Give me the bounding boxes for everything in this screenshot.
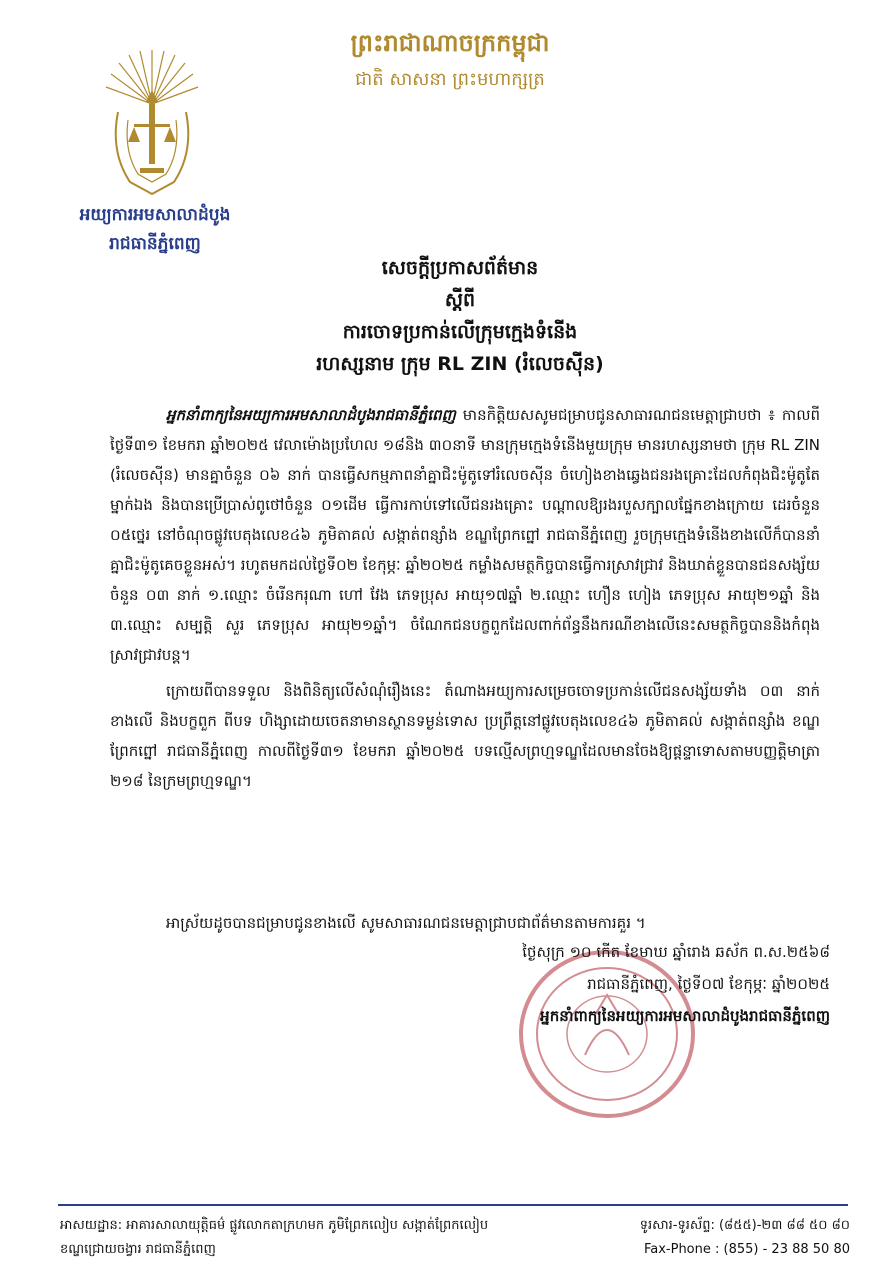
document-body xyxy=(110,400,820,802)
office-name-line2: រាជធានីភ្នំពេញ xyxy=(109,234,201,254)
document-title-block xyxy=(250,252,670,380)
date-and-signature xyxy=(390,936,830,1032)
place-and-date: រាជធានីភ្នំពេញ, ថ្ងៃទី០៧ ខែកុម្ភៈ ឆ្នាំ២០២៥ xyxy=(587,975,830,993)
kingdom-motto xyxy=(300,28,600,94)
title-about: ស្តីពី xyxy=(444,289,476,311)
address-line-2: ខណ្ឌជ្រោយចង្វារ រាជធានីភ្នំពេញ xyxy=(60,1242,216,1257)
spokesperson-lead: អ្នកនាំពាក្យនៃអយ្យការអមសាលាដំបូងរាជធានីភ្នំពេញ xyxy=(166,406,456,424)
paragraph-1 xyxy=(110,400,820,670)
paragraph-1-text: មានកិត្តិយសសូមជម្រាបជូនសាធារណជនមេត្តាជ្រាបថា ៖ កាលពីថ្ងៃទី៣១ ខែមករា ឆ្នាំ២០២៥ វេលាម៉ោងប្រហែល ១៨និង ៣០នាទី មានក្រុមក្មេងទំនើងមួយក្រុម មានរហស្សនាមថា ក្រុម RL ZIN (រំលេចស៊ីន) មានគ្នាចំនួន ០៦ នាក់ បានធ្វើសកម្មភាពនាំគ្នាជិះម៉ូតូទៅរំលេចស៊ីន ចំហៀងខាងឆ្វេងជនរងគ្រោះដែលកំពុងជិះម៉ូតូតែម្នាក់ឯង និងបានប្រើប្រាស់ពូថៅចំនួន ០១ដើម ធ្វើការកាប់ទៅលើជនរងគ្រោះ បណ្តាលឱ្យរងរបួសក្បាលផ្នែកខាងក្រោយ ដេរចំនួន ០៥ថ្នេរ នៅចំណុចផ្លូវបេតុងលេខ៤៦ ភូមិតាគល់ សង្កាត់ពន្សាំង ខណ្ឌព្រែកព្នៅ រាជធានីភ្នំពេញ រួចក្រុមក្មេងទំនើងខាងលើក៏បាននាំគ្នាជិះម៉ូតូគេចខ្លួនអស់។ រហូតមកដល់ថ្ងៃទី០២ ខែកុម្ភៈ ឆ្នាំ២០២៥ កម្លាំងសមត្ថកិច្ចបានធ្វើការស្រាវជ្រាវ និងឃាត់ខ្លួនបានជនសង្ស័យចំនួន ០៣ នាក់ ១.ឈ្មោះ ចំរើនករុណា ហៅ វែង ភេទប្រុស អាយុ១៧ឆ្នាំ ២.ឈ្មោះ ហឿន ហៀង ភេទប្រុស អាយុ២១ឆ្នាំ និង ៣.ឈ្មោះ សម្បត្តិ សួរ ភេទប្រុស អាយុ២១ឆ្នាំ។ ចំណែកជនបក្ខពួកដែលពាក់ព័ន្ធនឹងករណីខាងលើនេះសមត្ថកិច្ចបាននិងកំពុងស្រាវជ្រាវបន្ត។ xyxy=(110,406,820,664)
address-line-1: អាសយដ្ឋាន: អាគារសាលាយុត្តិធម៌ ផ្លូវលោកតាក្រហមក ភូមិព្រែកលៀប សង្កាត់ព្រែកលៀប xyxy=(60,1218,489,1233)
signatory-title: អ្នកនាំពាក្យនៃអយ្យការអមសាលាដំបូងរាជធានីភ្នំពេញ xyxy=(540,1007,830,1025)
title-group-name: រហស្សនាម ក្រុម RL ZIN (រំលេចស៊ីន) xyxy=(316,353,604,375)
document-title: សេចក្តីប្រកាសព័ត៌មាន xyxy=(381,257,539,279)
footer-contact xyxy=(600,1214,850,1262)
fax-phone: Fax-Phone : (855) - 23 88 50 80 xyxy=(643,1242,850,1257)
national-motto: ជាតិ សាសនា ព្រះមហាក្សត្រ xyxy=(355,69,545,90)
office-name xyxy=(55,204,255,258)
footer-address xyxy=(60,1214,488,1262)
lunar-date: ថ្ងៃសុក្រ ១០ កើត ខែមាឃ ឆ្នាំរោង ឆស័ក ព.ស.២៥៦៨ xyxy=(522,943,830,961)
closing-sentence: អាស្រ័យដូចបានជម្រាបជូនខាងលើ សូមសាធារណជនមេត្តាជ្រាបជាព័ត៌មានតាមការគួរ ។ xyxy=(166,914,646,932)
footer-divider xyxy=(58,1204,848,1206)
phone-khmer: ទូរសារ-ទូរស័ព្ទ: (៨៥៥)-២៣ ៨៨ ៥០ ៨០ xyxy=(639,1218,850,1233)
office-name-line1: អយ្យការអមសាលាដំបូង xyxy=(79,205,231,225)
kingdom-name: ព្រះរាជាណាចក្រកម្ពុជា xyxy=(350,29,550,57)
title-subject: ការចោទប្រកាន់លើក្រុមក្មេងទំនើង xyxy=(342,321,578,343)
paragraph-2: ក្រោយពីបានទទួល និងពិនិត្យលើសំណុំរឿងនេះ តំណាងអយ្យការសម្រេចចោទប្រកាន់លើជនសង្ស័យទាំង ០៣ នាក់ខាងលើ និងបក្ខពួក ពីបទ ហិង្សាដោយចេតនាមានស្ថានទម្ងន់ទោស ប្រព្រឹត្តនៅផ្លូវបេតុងលេខ៤៦ ភូមិតាគល់ សង្កាត់ពន្សាំង ខណ្ឌព្រែកព្នៅ រាជធានីភ្នំពេញ កាលពីថ្ងៃទី៣១ ខែមករា ឆ្នាំ២០២៥ បទល្មើសព្រហ្មទណ្ឌដែលមានចែងឱ្យផ្តន្ទាទោសតាមបញ្ញត្តិមាត្រា ២១៨ នៃក្រមព្រហ្មទណ្ឌ។ xyxy=(110,682,820,790)
royal-emblem-icon xyxy=(100,42,205,202)
